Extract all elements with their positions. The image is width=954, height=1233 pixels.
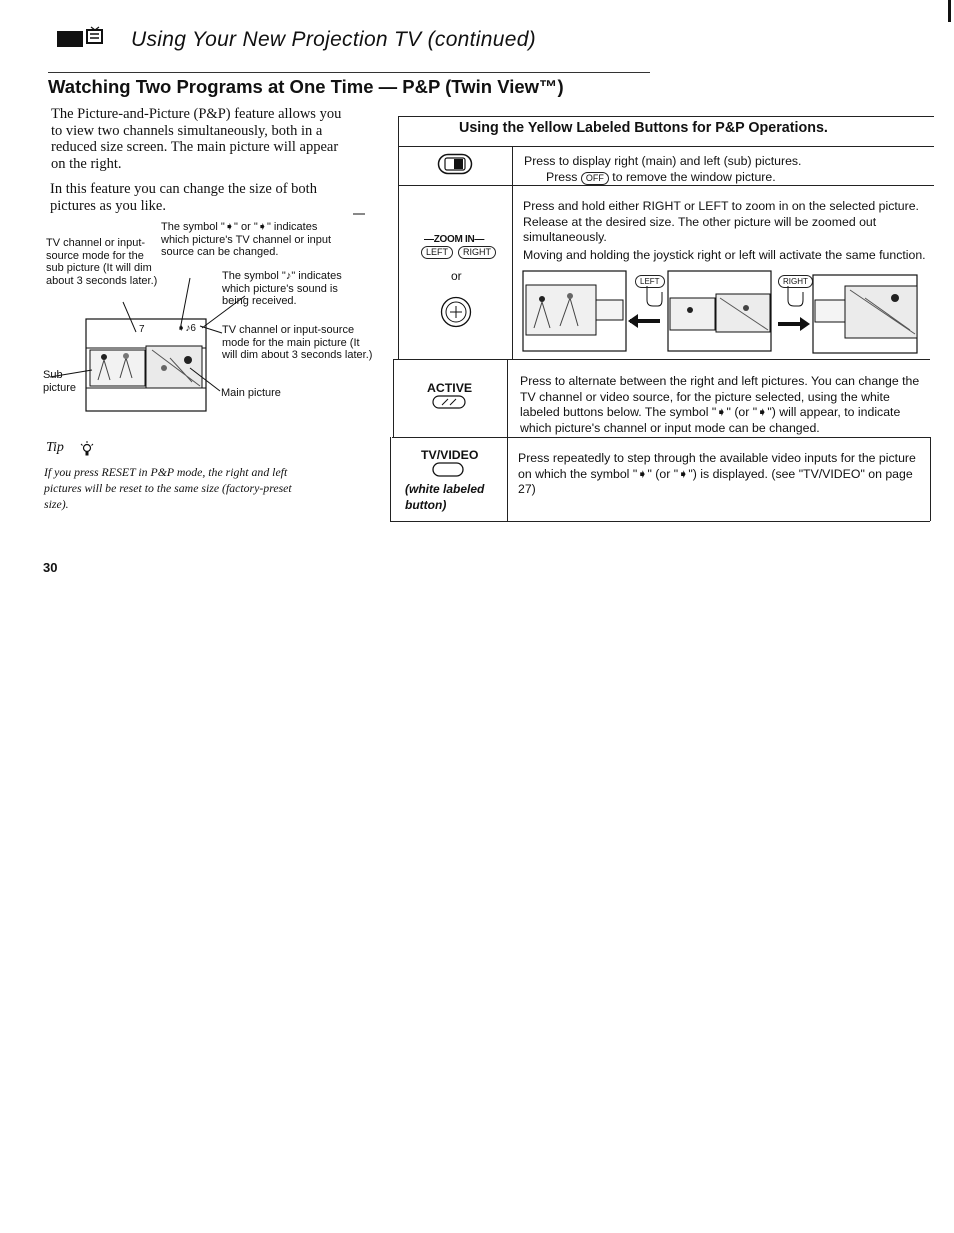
row1-remove-label: to remove the window picture.	[612, 170, 776, 184]
table-left-border-upper	[398, 116, 399, 359]
osd-sub-channel: 7	[139, 324, 145, 335]
row1-text-2	[546, 170, 926, 186]
row2-text-1: Press and hold either RIGHT or LEFT to zoom in on the selected picture. Release at the desired size. The other picture will be zoomed out simultaneously.	[523, 199, 919, 244]
table-col-divider-lower	[507, 359, 508, 521]
header-rule	[48, 72, 650, 73]
active-label: ACTIVE	[427, 381, 473, 395]
page-number: 30	[43, 560, 58, 575]
joystick-icon[interactable]	[440, 296, 472, 328]
row3-text: Press to alternate between the right and left pictures. You can change the TV channel or video source, for the picture selected, using the white labeled buttons below. The symbol "➧" (or "➧") will appear, to indicate which picture's channel or input mode can be changed.	[520, 374, 920, 435]
tip-text: If you press RESET in P&P mode, the right and left pictures will be reset to the same size (factory-preset size).	[44, 465, 292, 511]
table-rule-3	[392, 437, 930, 438]
fig-left-button: LEFT	[635, 275, 665, 288]
pp-screen-diagram	[40, 210, 380, 425]
or-label: or	[451, 269, 462, 283]
table-rule-top	[398, 146, 934, 147]
intro-paragraph-1: The Picture-and-Picture (P&P) feature allows you to view two channels simultaneously, both in a reduced size screen. The main picture will appear on the right.	[51, 106, 342, 172]
label-symbol: The symbol "➧" or "➧" indicates which picture's TV channel or input source can be changed.	[161, 221, 332, 259]
zoom-in-label: —ZOOM IN—	[424, 234, 485, 245]
table-rule-bottom	[390, 521, 930, 522]
section-title: Watching Two Programs at One Time — P&P (Twin View™)	[48, 76, 564, 97]
zoom-illustration	[520, 268, 930, 356]
intro-paragraph-2: In this feature you can change the size of both pictures as you like.	[50, 181, 317, 214]
table-title: Using the Yellow Labeled Buttons for P&P Operations.	[459, 120, 828, 136]
pp-button-icon[interactable]	[437, 153, 473, 175]
table-right-border	[930, 437, 931, 521]
label-main-channel: TV channel or input-source mode for the main picture (It will dim about 3 seconds later.)	[222, 324, 373, 362]
active-button-icon[interactable]	[432, 395, 466, 409]
lightbulb-icon	[80, 441, 94, 457]
zoom-left-button[interactable]: LEFT	[421, 246, 453, 259]
osd-main-channel: ➧♪6	[177, 323, 196, 334]
off-button-icon: OFF	[581, 172, 609, 185]
row4-text: Press repeatedly to step through the available video inputs for the picture on which the symbol "➧" (or "➧") is displayed. (see "TV/VIDEO" on page 27)	[518, 451, 916, 496]
white-labeled-note: (white labeled button)	[405, 482, 485, 512]
page-header-title: Using Your New Projection TV (continued)	[131, 28, 536, 51]
tv-icon	[86, 26, 104, 48]
label-main-picture: Main picture	[221, 387, 281, 399]
tv-video-button-icon[interactable]	[432, 462, 464, 477]
label-sub-channel: TV channel or input-source mode for the sub picture (It will dim about 3 seconds later.)	[46, 237, 158, 288]
fig-right-button: RIGHT	[778, 275, 813, 288]
zoom-right-button[interactable]: RIGHT	[458, 246, 496, 259]
tip-label: Tip	[46, 440, 64, 455]
edge-mark	[948, 0, 951, 22]
table-left-border-lower	[390, 437, 391, 521]
row1-text-1: Press to display right (main) and left (sub) pictures.	[524, 154, 802, 168]
header-bar-mark	[57, 31, 83, 47]
row2-text-2: Moving and holding the joystick right or left will activate the same function.	[523, 248, 926, 262]
table-rule-2	[393, 359, 930, 360]
tv-video-label: TV/VIDEO	[421, 448, 479, 462]
label-sound: The symbol "♪" indicates which picture's sound is being received.	[222, 270, 342, 308]
table-col-divider-upper	[512, 146, 513, 359]
table-left-border-mid	[393, 359, 394, 437]
label-sub-picture: Sub picture	[43, 369, 77, 394]
table-title-rule	[398, 116, 934, 117]
row1-press-label: Press	[546, 170, 578, 184]
